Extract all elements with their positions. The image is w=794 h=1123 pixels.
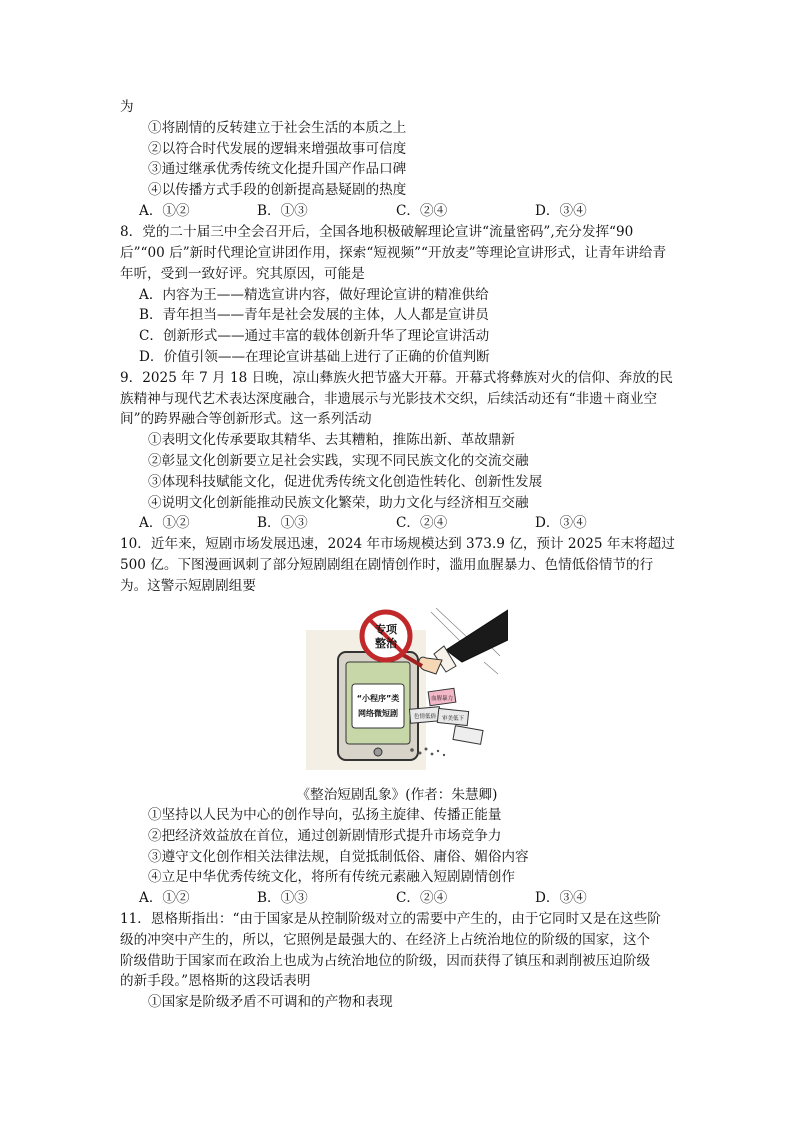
phone-shape <box>338 652 418 760</box>
q7-item-2: ②以符合时代发展的逻辑来增强故事可信度 <box>148 141 407 157</box>
q9-stem-2: 族精神与现代艺术表达深度融合，非遗展示与光影技术交织，后续活动还有“非遗＋商业空 <box>120 391 658 407</box>
q8-stem-1: 8．党的二十届三中全会召开后，全国各地积极破解理论宣讲“流量密码”,充分发挥“90 <box>120 224 634 240</box>
stamp-text-1: 专项 <box>375 623 397 636</box>
q8-choice-c: C．创新形式——通过丰富的载体创新升华了理论宣讲活动 <box>139 328 490 344</box>
q7-option-b: B．①③ <box>257 203 308 219</box>
q8-stem-3: 年听，受到一致好评。究其原因，可能是 <box>120 266 365 282</box>
q9-item-2: ②彰显文化创新要立足社会实践，实现不同民族文化的交流交融 <box>148 453 529 469</box>
q8-choice-d: D．价值引领——在理论宣讲基础上进行了正确的价值判断 <box>139 349 490 365</box>
q10-item-4: ④立足中华优秀传统文化，将所有传统元素融入短剧剧情创作 <box>148 869 516 885</box>
q9-option-d: D．③④ <box>535 515 587 531</box>
q9-item-4: ④说明文化创新能推动民族文化繁荣，助力文化与经济相互交融 <box>148 495 529 511</box>
q7-item-3: ③通过继承优秀传统文化提升国产作品口碑 <box>148 161 407 177</box>
q9-option-a: A．①② <box>139 515 190 531</box>
screen-text-1: “小程序”类 <box>356 694 400 703</box>
q10-option-b: B．①③ <box>257 890 308 906</box>
q11-stem-2: 级的冲突中产生的，所以，它照例是最强大的、在经济上占统治地位的阶级的国家，这个 <box>120 932 651 948</box>
q8-choice-b: B．青年担当——青年是社会发展的主体，人人都是宣讲员 <box>139 307 489 323</box>
q9-option-c: C．②④ <box>396 515 448 531</box>
q10-stem-3: 为。这警示短剧剧组要 <box>120 578 256 594</box>
q10-item-1: ①坚持以人民为中心的创作导向，弘扬主旋律、传播正能量 <box>148 807 502 823</box>
q7-item-1: ①将剧情的反转建立于社会生活的本质之上 <box>148 120 407 136</box>
cartoon-illustration <box>286 602 508 774</box>
screen-text-2: 网络微短剧 <box>358 709 398 718</box>
svg-text:色情低俗: 色情低俗 <box>413 714 437 720</box>
q10-option-a: A．①② <box>139 890 190 906</box>
q10-item-2: ②把经济效益放在首位，通过创新剧情形式提升市场竞争力 <box>148 828 502 844</box>
stamp-text-2: 整治 <box>375 637 397 650</box>
q10-stem-1: 10．近年来，短剧市场发展迅速，2024 年市场规模达到 373.9 亿，预计 2025 年末将超过 <box>120 536 675 552</box>
q9-item-3: ③体现科技赋能文化，促进优秀传统文化创造性转化、创新性发展 <box>148 474 543 490</box>
q10-option-d: D．③④ <box>535 890 587 906</box>
svg-text:血腥暴力: 血腥暴力 <box>430 696 454 702</box>
svg-text:审美低下: 审美低下 <box>441 716 465 722</box>
q10-item-3: ③遵守文化创作相关法律法规，自觉抵制低俗、庸俗、媚俗内容 <box>148 849 529 865</box>
q10-stem-2: 500 亿。下图漫画讽刺了部分短剧剧组在剧情创作时，滥用血腥暴力、色情低俗情节的行 <box>120 557 654 573</box>
q7-item-4: ④以传播方式手段的创新提高悬疑剧的热度 <box>148 182 407 198</box>
q8-choice-a: A．内容为王——精选宣讲内容，做好理论宣讲的精准供给 <box>139 287 489 303</box>
q11-stem-3: 阶级借助于国家而在政治上也成为占统治地位的阶级，因而获得了镇压和剥削被压迫阶级 <box>120 953 651 969</box>
q7-option-c: C．②④ <box>396 203 448 219</box>
q9-option-b: B．①③ <box>257 515 308 531</box>
q11-stem-4: 的新手段。”恩格斯的这段话表明 <box>120 973 311 989</box>
q9-stem-3: 间”的跨界融合等创新形式。这一系列活动 <box>120 411 372 427</box>
cartoon-caption: 《整治短剧乱象》(作者：朱慧卿) <box>296 787 498 803</box>
q7-option-a: A．①② <box>139 203 190 219</box>
q7-tail: 为 <box>120 99 134 115</box>
q11-item-1: ①国家是阶级矛盾不可调和的产物和表现 <box>148 994 393 1010</box>
q7-option-d: D．③④ <box>535 203 587 219</box>
q10-option-c: C．②④ <box>396 890 448 906</box>
q9-stem-1: 9．2025 年 7 月 18 日晚，凉山彝族火把节盛大开幕。开幕式将彝族对火的信仰、奔放的民 <box>120 370 673 386</box>
q8-stem-2: 后”“00 后”新时代理论宣讲团作用，探索“短视频”“开放麦”等理论宣讲形式，让青年讲给青 <box>120 245 667 261</box>
q11-stem-1: 11．恩格斯指出：“由于国家是从控制阶级对立的需要中产生的，由于它同时又是在这些阶 <box>120 911 661 927</box>
q9-item-1: ①表明文化传承要取其精华、去其糟粕，推陈出新、革故鼎新 <box>148 432 516 448</box>
